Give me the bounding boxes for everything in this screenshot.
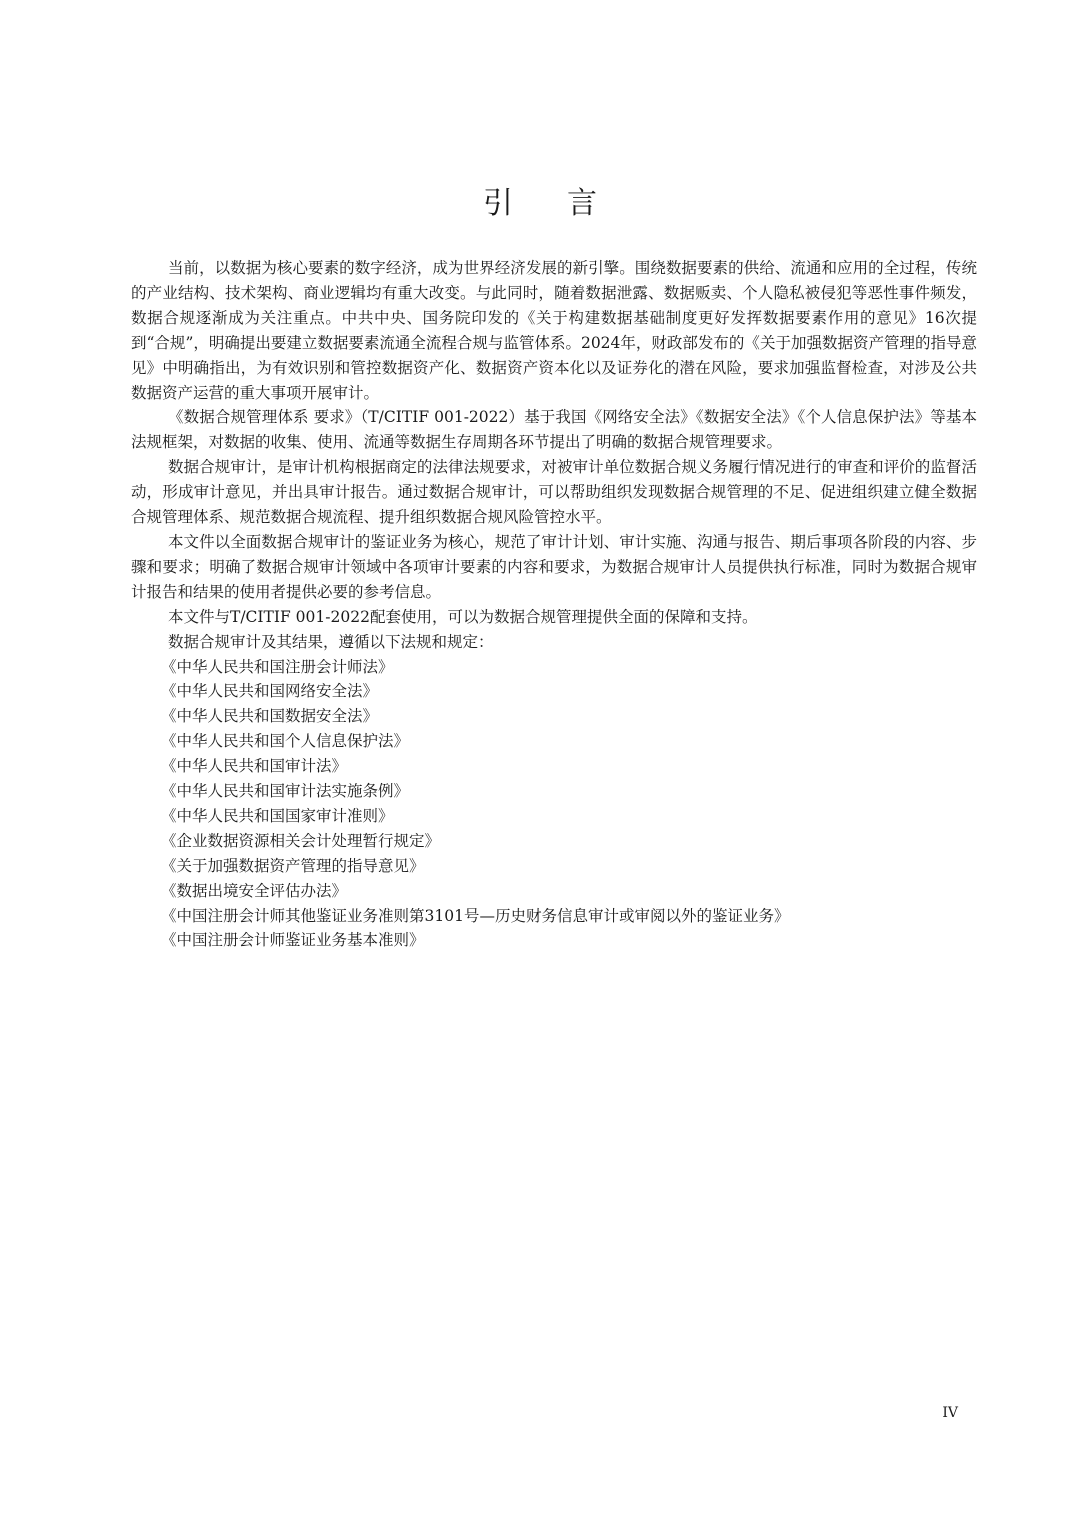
law-item: 《中华人民共和国网络安全法》 <box>161 682 379 701</box>
document-body <box>131 256 977 953</box>
law-item: 《中华人民共和国数据安全法》 <box>161 707 379 726</box>
page-number: IV <box>942 1405 958 1421</box>
law-item: 《中国注册会计师鉴证业务基本准则》 <box>161 931 425 950</box>
law-item: 《中华人民共和国个人信息保护法》 <box>161 732 410 751</box>
laws-list <box>131 655 977 954</box>
law-item: 《中华人民共和国注册会计师法》 <box>161 657 394 676</box>
law-item: 《中华人民共和国审计法实施条例》 <box>161 782 410 801</box>
page-title: 引言 <box>483 186 651 221</box>
paragraph-laws-lead: 数据合规审计及其结果，遵循以下法规和规定： <box>168 632 494 651</box>
paragraph-intro: 当前，以数据为核心要素的数字经济，成为世界经济发展的新引擎。围绕数据要素的供给、流通和应用的全过程，传统的产业结构、技术架构、商业逻辑均有重大改变。与此同时，随着数据泄露、数据贩卖、个人隐私被侵犯等恶性事件频发，数据合规逐渐成为关注重点。中共中央、国务院印发的《关于构建数据基础制度更好发挥数据要素作用的意见》16次提到“合规”，明确提出要建立数据要素流通全流程合规与监管体系。2024年，财政部发布的《关于加强数据资产管理的指导意见》中明确指出，为有效识别和管控数据资产化、数据资产资本化以及证券化的潜在风险，要求加强监督检查，对涉及公共数据资产运营的重大事项开展审计。 <box>131 259 977 402</box>
paragraph-audit-definition: 数据合规审计，是审计机构根据商定的法律法规要求，对被审计单位数据合规义务履行情况进行的审查和评价的监督活动，形成审计意见，并出具审计报告。通过数据合规审计，可以帮助组织发现数据合规管理的不足、促进组织建立健全数据合规管理体系、规范数据合规流程、提升组织数据合规风险管控水平。 <box>131 458 977 527</box>
paragraph-standard: 《数据合规管理体系 要求》（T/CITIF 001-2022）基于我国《网络安全法》《数据安全法》《个人信息保护法》等基本法规框架，对数据的收集、使用、流通等数据生存周期各环节提出了明确的数据合规管理要求。 <box>131 408 977 452</box>
law-item: 《数据出境安全评估办法》 <box>161 881 348 900</box>
law-item: 《中国注册会计师其他鉴证业务准则第3101号—历史财务信息审计或审阅以外的鉴证业务》 <box>161 906 790 925</box>
law-item: 《中华人民共和国国家审计准则》 <box>161 806 394 825</box>
paragraph-scope: 本文件以全面数据合规审计的鉴证业务为核心，规范了审计计划、审计实施、沟通与报告、期后事项各阶段的内容、步骤和要求；明确了数据合规审计领域中各项审计要素的内容和要求，为数据合规审计人员提供执行标准，同时为数据合规审计报告和结果的使用者提供必要的参考信息。 <box>131 532 977 601</box>
paragraph-usage: 本文件与T/CITIF 001-2022配套使用，可以为数据合规管理提供全面的保障和支持。 <box>168 607 758 626</box>
law-item: 《企业数据资源相关会计处理暂行规定》 <box>161 831 441 850</box>
law-item: 《关于加强数据资产管理的指导意见》 <box>161 856 425 875</box>
law-item: 《中华人民共和国审计法》 <box>161 757 348 776</box>
